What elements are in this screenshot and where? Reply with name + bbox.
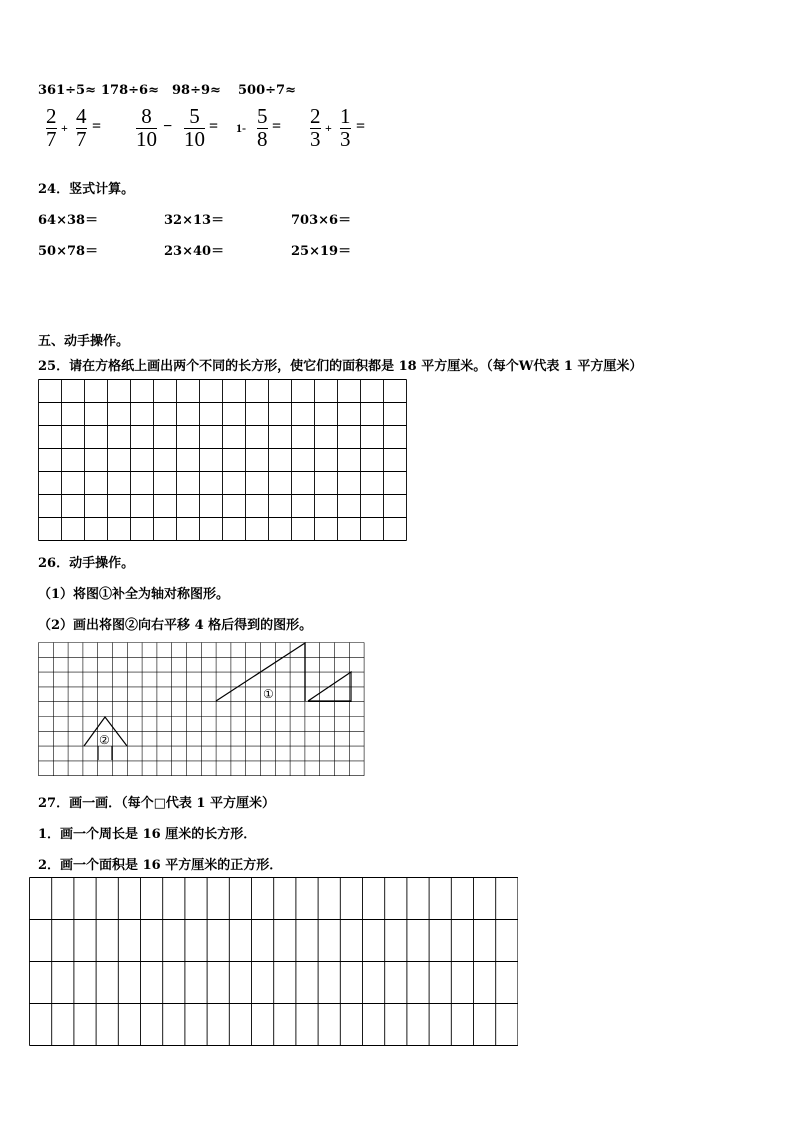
grid-paper-q26[interactable] bbox=[38, 642, 369, 778]
one-minus: 1- bbox=[236, 121, 246, 135]
fraction-5-10 bbox=[184, 104, 205, 151]
denominator: 10 bbox=[184, 127, 205, 151]
fraction-4-7 bbox=[76, 104, 87, 151]
numerator: 2 bbox=[46, 104, 57, 128]
denominator: 7 bbox=[76, 127, 87, 151]
minus-sign: − bbox=[163, 118, 173, 135]
section-5-title: 五、动手操作。 bbox=[38, 334, 130, 349]
calc-item: 703×6＝ bbox=[291, 213, 352, 228]
estimate-4: 500÷7≈ bbox=[238, 83, 296, 98]
equals-sign: = bbox=[272, 118, 282, 135]
question-26-sub2: （2）画出将图②向右平移 4 格后得到的图形。 bbox=[38, 618, 313, 633]
grid-paper-q25[interactable] bbox=[38, 379, 410, 543]
estimate-1: 361÷5≈ bbox=[38, 83, 96, 98]
denominator: 10 bbox=[136, 127, 157, 151]
denominator: 3 bbox=[340, 127, 351, 151]
question-27-sub1: 1．画一个周长是 16 厘米的长方形． bbox=[38, 827, 257, 842]
grid-paper-q27[interactable] bbox=[29, 877, 518, 1047]
equals-sign: = bbox=[92, 118, 102, 135]
numerator: 5 bbox=[189, 104, 200, 128]
fraction-2-3 bbox=[310, 104, 321, 151]
denominator: 3 bbox=[310, 127, 321, 151]
question-24-title: 24．竖式计算。 bbox=[38, 182, 135, 197]
fraction-8-10 bbox=[136, 104, 157, 151]
question-26-title: 26．动手操作。 bbox=[38, 556, 135, 571]
fraction-2-7 bbox=[46, 104, 57, 151]
calc-item: 50×78＝ bbox=[38, 244, 99, 259]
numerator: 8 bbox=[141, 104, 152, 128]
calc-item: 25×19＝ bbox=[291, 244, 352, 259]
equals-sign: = bbox=[356, 118, 366, 135]
numerator: 2 bbox=[310, 104, 321, 128]
question-26-sub1: （1）将图①补全为轴对称图形。 bbox=[38, 587, 230, 602]
calc-item: 23×40＝ bbox=[164, 244, 225, 259]
question-27-title: 27．画一画．（每个□代表 1 平方厘米） bbox=[38, 796, 275, 811]
numerator: 5 bbox=[257, 104, 268, 128]
plus-sign: + bbox=[325, 121, 332, 135]
denominator: 8 bbox=[257, 127, 268, 151]
numerator: 4 bbox=[76, 104, 87, 128]
denominator: 7 bbox=[46, 127, 57, 151]
figure-2-label: ② bbox=[99, 733, 110, 747]
estimate-2: 178÷6≈ bbox=[101, 83, 159, 98]
calc-item: 32×13＝ bbox=[164, 213, 225, 228]
question-27-sub2: 2．画一个面积是 16 平方厘米的正方形． bbox=[38, 858, 283, 873]
question-25-text: 25．请在方格纸上画出两个不同的长方形，使它们的面积都是 18 平方厘米。（每个W代表 1 平方厘米） bbox=[38, 359, 643, 374]
numerator: 1 bbox=[340, 104, 351, 128]
calc-item: 64×38＝ bbox=[38, 213, 99, 228]
fraction-5-8 bbox=[257, 104, 268, 151]
figure-1-label: ① bbox=[263, 687, 274, 701]
figure-1-right-triangle bbox=[308, 672, 351, 701]
plus-sign: + bbox=[61, 121, 68, 135]
equals-sign: = bbox=[209, 118, 219, 135]
estimate-3: 98÷9≈ bbox=[172, 83, 221, 98]
fraction-1-3 bbox=[340, 104, 351, 151]
